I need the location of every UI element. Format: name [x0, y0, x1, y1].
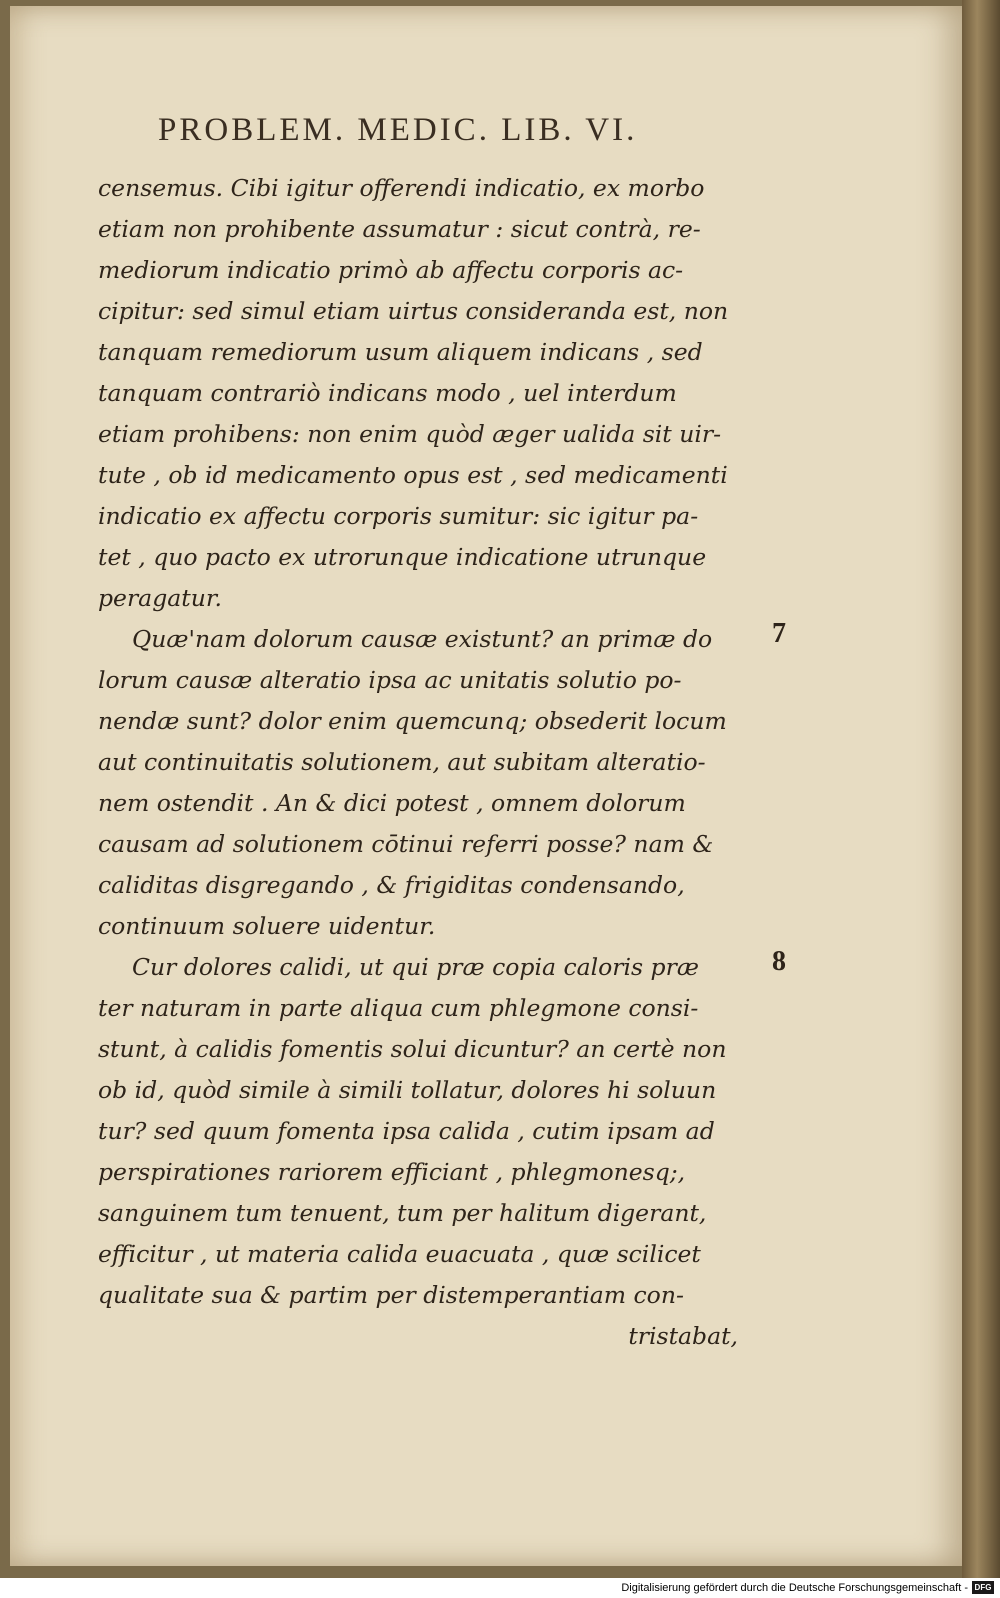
text-line: stunt, à calidis fomentis solui dicuntur? an certè non	[98, 1035, 727, 1063]
text-line: causam ad solutionem cōtinui referri posse? nam &	[98, 830, 714, 858]
text-line: etiam prohibens: non enim quòd æger ualida sit uir-	[98, 420, 722, 448]
dfg-logo: DFG	[972, 1581, 994, 1594]
text-line: mediorum indicatio primò ab affectu corporis ac-	[98, 256, 684, 284]
text-line: perspirationes rariorem efficiant , phlegmonesq;,	[98, 1158, 686, 1186]
text-line: efficitur , ut materia calida euacuata , quæ scilicet	[98, 1240, 701, 1268]
margin-number-7: 7	[772, 618, 786, 649]
text-line: nendæ sunt? dolor enim quemcunq; obsederit locum	[98, 707, 727, 735]
text-line: caliditas disgregando , & frigiditas condensando,	[98, 871, 685, 899]
text-line: etiam non prohibente assumatur : sicut contrà, re-	[98, 215, 701, 243]
text-line: sanguinem tum tenuent, tum per halitum digerant,	[98, 1199, 707, 1227]
text-line: Cur dolores calidi, ut qui præ copia caloris præ	[132, 953, 699, 981]
text-line-catchword: tristabat,	[628, 1322, 738, 1350]
text-line: censemus. Cibi igitur offerendi indicatio, ex morbo	[98, 174, 705, 202]
text-line: ob id, quòd simile à simili tollatur, dolores hi soluun	[98, 1076, 717, 1104]
footer-credit: Digitalisierung gefördert durch die Deutsche Forschungsgemeinschaft -	[621, 1582, 968, 1594]
text-line: tanquam remediorum usum aliquem indicans , sed	[98, 338, 703, 366]
text-line: peragatur.	[98, 584, 222, 612]
margin-number-8: 8	[772, 946, 786, 977]
text-block	[98, 168, 758, 1357]
text-line: tet , quo pacto ex utrorunque indicatione utrunque	[98, 543, 707, 571]
text-line: continuum soluere uidentur.	[98, 912, 436, 940]
text-line: lorum causæ alteratio ipsa ac unitatis solutio po-	[98, 666, 682, 694]
text-line: ter naturam in parte aliqua cum phlegmone consi-	[98, 994, 699, 1022]
running-head: PROBLEM. MEDIC. LIB. VI.	[158, 112, 638, 148]
text-line: indicatio ex affectu corporis sumitur: sic igitur pa-	[98, 502, 699, 530]
text-line: aut continuitatis solutionem, aut subitam alteratio-	[98, 748, 706, 776]
text-line: tur? sed quum fomenta ipsa calida , cutim ipsam ad	[98, 1117, 715, 1145]
text-line: tute , ob id medicamento opus est , sed medicamenti	[98, 461, 728, 489]
text-line: nem ostendit . An & dici potest , omnem dolorum	[98, 789, 686, 817]
text-line: qualitate sua & partim per distemperantiam con-	[98, 1281, 684, 1309]
page-edge	[962, 0, 1000, 1578]
text-line: Quæ'nam dolorum causæ existunt? an primæ do	[132, 625, 713, 653]
text-line: tanquam contrariò indicans modo , uel interdum	[98, 379, 677, 407]
text-line: cipitur: sed simul etiam uirtus consideranda est, non	[98, 297, 729, 325]
